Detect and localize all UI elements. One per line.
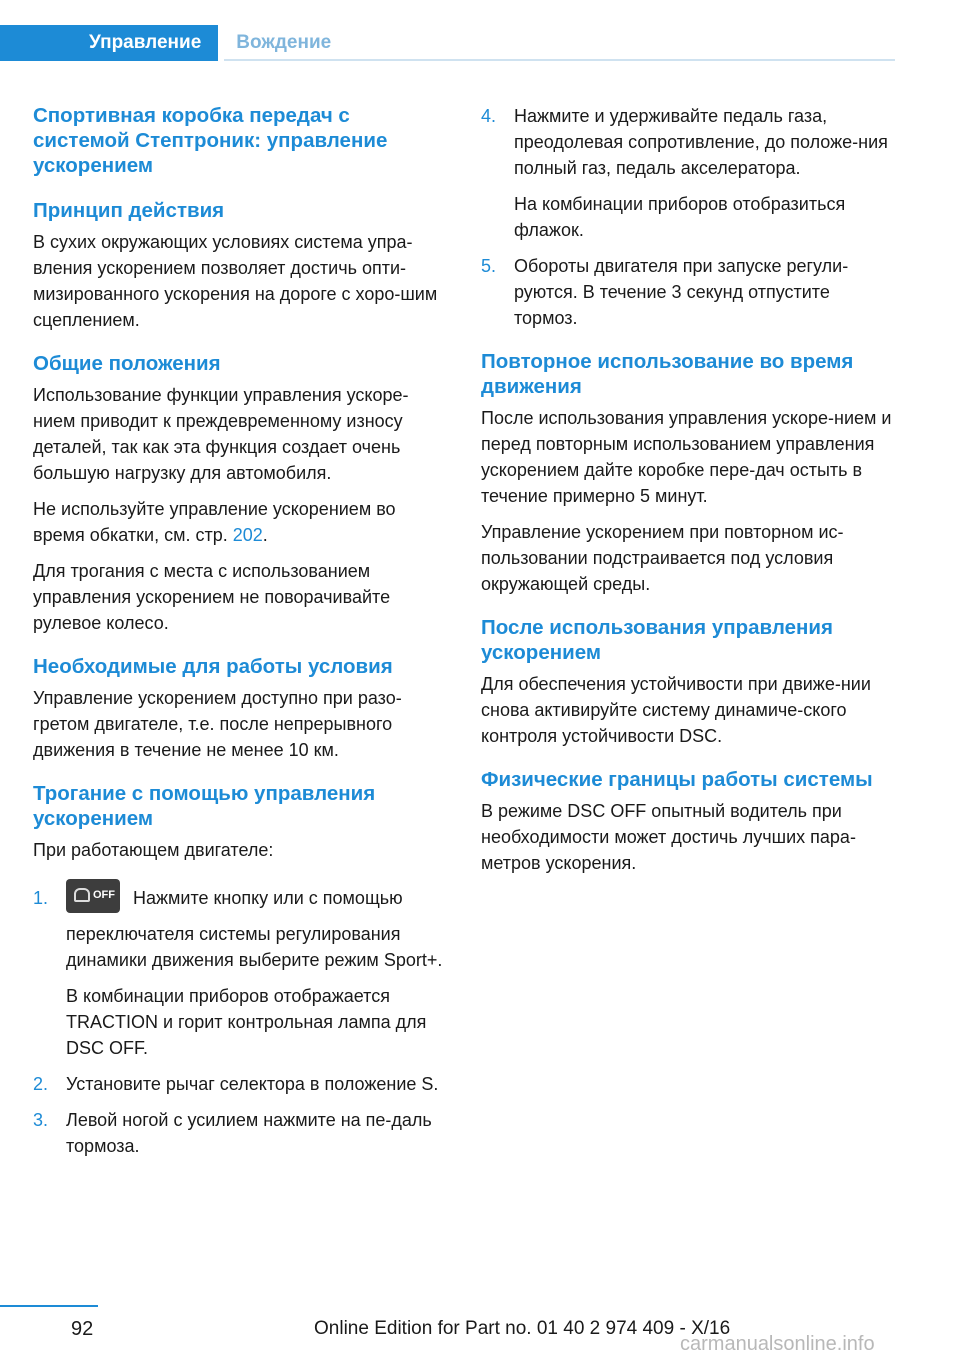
paragraph-limits: В режиме DSC OFF опытный водитель при необходимости может достичь лучших пара-метров ускорения. bbox=[481, 801, 856, 873]
paragraph-conditions: Управление ускорением доступно при разо-гретом двигателе, т.е. после непрерывного движения в течение не менее 10 км. bbox=[33, 688, 402, 760]
step-number: 3. bbox=[33, 1110, 49, 1130]
tab-driving[interactable]: Вождение bbox=[236, 32, 332, 53]
step-number: 4. bbox=[481, 106, 497, 126]
dsc-off-button-icon bbox=[66, 879, 120, 913]
section-tabs bbox=[0, 25, 349, 61]
text-segment: . bbox=[262, 525, 268, 545]
list-item bbox=[33, 885, 447, 1061]
step-text: Левой ногой с усилием нажмите на пе-даль тормоза. bbox=[66, 1110, 432, 1156]
page-link[interactable]: 202 bbox=[232, 525, 263, 545]
paragraph-general-1: Использование функции управления ускоре-нием приводит к преждевременному износу деталей, так как эта функция создает очень большую нагрузку для автомобиля. bbox=[33, 385, 409, 483]
right-column bbox=[481, 103, 895, 886]
text-segment: Не используйте управление ускорением во время обкатки, см. стр. bbox=[33, 499, 396, 545]
step-number: 2. bbox=[33, 1074, 49, 1094]
list-item bbox=[33, 1071, 447, 1097]
section-heading-general: Общие положения bbox=[33, 352, 221, 375]
paragraph-reuse-2: Управление ускорением при повторном ис-пользовании подстраивается под условия окружающей среды. bbox=[481, 522, 844, 594]
header-divider bbox=[224, 59, 895, 61]
list-item bbox=[481, 253, 895, 331]
section-heading-after-use: После использования управления ускорением bbox=[481, 616, 833, 664]
section-heading-conditions: Необходимые для работы условия bbox=[33, 655, 393, 678]
page-number: 92 bbox=[71, 1318, 94, 1340]
paragraph-after-use: Для обеспечения устойчивости при движе-нии снова активируйте систему динамиче-ского контроля устойчивости DSC. bbox=[481, 674, 871, 746]
paragraph-principle: В сухих окружающих условиях система упра-вления ускорением позволяет достичь опти-мизированного ускорения на дороге с хоро-шим сцеплением. bbox=[33, 232, 438, 330]
section-heading-launch: Трогание с помощью управления ускорением bbox=[33, 782, 376, 830]
section-heading-principle: Принцип действия bbox=[33, 199, 225, 222]
edition-info: Online Edition for Part no. 01 40 2 974 409 - X/16 bbox=[314, 1318, 731, 1339]
off-label: OFF bbox=[93, 889, 115, 901]
steps-list-right bbox=[481, 103, 895, 331]
paragraph-general-3: Для трогания с места с использованием управления ускорением не поворачивайте рулевое колесо. bbox=[33, 561, 391, 633]
tab-control[interactable]: Управление bbox=[0, 25, 218, 61]
page-title: Спортивная коробка передач с системой Стептроник: управление ускорением bbox=[33, 104, 388, 177]
paragraph-general-2 bbox=[33, 496, 447, 548]
step-subtext: На комбинации приборов отобразиться флажок. bbox=[514, 194, 846, 240]
footer-divider bbox=[0, 1305, 98, 1307]
steps-list-left bbox=[33, 885, 447, 1159]
paragraph-reuse-1: После использования управления ускоре-нием и перед повторным использованием управления ускорением дайте коробке пере-дач остыть в течение примерно 5 минут. bbox=[481, 408, 892, 506]
step-text: Установите рычаг селектора в положение S. bbox=[66, 1074, 439, 1094]
step-text: Обороты двигателя при запуске регули-руются. В течение 3 секунд отпустите тормоз. bbox=[514, 256, 849, 328]
left-column bbox=[33, 103, 447, 1169]
paragraph-launch-intro: При работающем двигателе: bbox=[33, 840, 274, 860]
list-item bbox=[481, 103, 895, 243]
step-number: 5. bbox=[481, 256, 497, 276]
step-text bbox=[66, 885, 447, 973]
section-heading-reuse: Повторное использование во время движения bbox=[481, 350, 854, 398]
list-item bbox=[33, 1107, 447, 1159]
step-subtext: В комбинации приборов отображается TRACTION и горит контрольная лампа для DSC OFF. bbox=[66, 986, 427, 1058]
car-skid-icon bbox=[74, 888, 90, 902]
step-number: 1. bbox=[33, 888, 49, 908]
watermark: carmanualsonline.info bbox=[680, 1333, 875, 1355]
step-text-body: Нажмите кнопку или с помощью переключателя системы регулирования динамики движения выберите режим Sport+. bbox=[66, 888, 443, 970]
step-text: Нажмите и удерживайте педаль газа, преодолевая сопротивление, до положе-ния полный газ, педаль акселератора. bbox=[514, 106, 888, 178]
section-heading-limits: Физические границы работы системы bbox=[481, 768, 873, 791]
